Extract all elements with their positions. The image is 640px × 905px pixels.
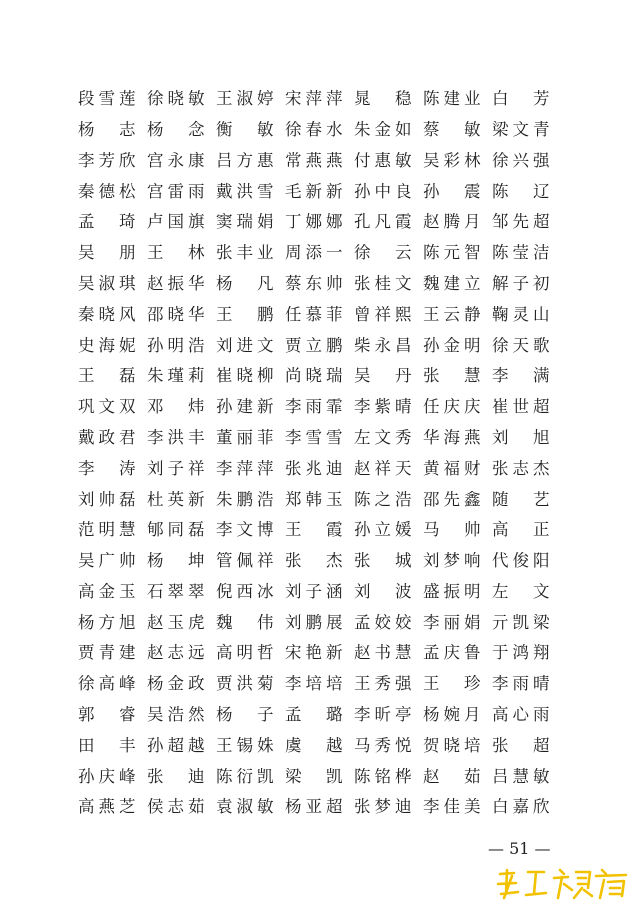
name-entry: 孙庆峰	[78, 766, 136, 786]
name-entry: 戴洪雪	[216, 181, 274, 201]
name-entry: 王云静	[423, 304, 481, 324]
name-entry: 任庆庆	[423, 397, 481, 417]
name-entry: 孟 琦	[78, 212, 136, 232]
name-entry: 蔡 敏	[423, 119, 481, 139]
name-entry: 赵振华	[147, 273, 205, 293]
name-entry: 解子初	[492, 273, 550, 293]
name-entry: 吴 朋	[78, 243, 136, 263]
name-entry: 贾青建	[78, 643, 136, 663]
name-entry: 常燕燕	[285, 150, 343, 170]
name-entry: 孙立媛	[354, 520, 412, 540]
name-entry: 李雨霏	[285, 397, 343, 417]
name-entry: 董丽菲	[216, 427, 274, 447]
name-entry: 赵书慧	[354, 643, 412, 663]
name-entry: 王淑婷	[216, 89, 274, 109]
name-entry: 曾祥熙	[354, 304, 412, 324]
name-row	[78, 669, 558, 700]
name-row	[78, 546, 558, 577]
name-entry: 邹先超	[492, 212, 550, 232]
name-entry: 张志杰	[492, 458, 550, 478]
name-row	[78, 515, 558, 546]
name-entry: 赵 茹	[423, 766, 481, 786]
name-row	[78, 269, 558, 300]
name-entry: 陈衍凯	[216, 766, 274, 786]
name-entry: 高燕芝	[78, 797, 136, 817]
name-entry: 邵先鑫	[423, 489, 481, 509]
name-entry: 张梦迪	[354, 797, 412, 817]
name-entry: 巩文双	[78, 397, 136, 417]
watermark-calligraphy	[492, 864, 634, 902]
name-entry: 张桂文	[354, 273, 412, 293]
name-entry: 王锡姝	[216, 735, 274, 755]
name-entry: 华海燕	[423, 427, 481, 447]
name-entry: 赵祥天	[354, 458, 412, 478]
name-entry: 吴 丹	[354, 366, 412, 386]
name-entry: 晁 稳	[354, 89, 412, 109]
name-entry: 徐晓敏	[147, 89, 205, 109]
name-entry: 马秀悦	[354, 735, 412, 755]
name-entry: 贾立鹏	[285, 335, 343, 355]
name-entry: 徐天歌	[492, 335, 550, 355]
name-entry: 杨方旭	[78, 612, 136, 632]
name-entry: 李 涛	[78, 458, 136, 478]
name-entry: 戴政君	[78, 427, 136, 447]
name-entry: 郇同磊	[147, 520, 205, 540]
name-entry: 陈之浩	[354, 489, 412, 509]
name-entry: 李紫晴	[354, 397, 412, 417]
name-entry: 代俊阳	[492, 551, 550, 571]
name-row	[78, 484, 558, 515]
name-row	[78, 762, 558, 793]
name-entry: 刘 旭	[492, 427, 550, 447]
name-entry: 宋萍萍	[285, 89, 343, 109]
name-entry: 刘帅磊	[78, 489, 136, 509]
name-entry: 杨亚超	[285, 797, 343, 817]
name-entry: 张 慧	[423, 366, 481, 386]
name-entry: 丁娜娜	[285, 212, 343, 232]
name-entry: 秦德松	[78, 181, 136, 201]
name-entry: 杜英新	[147, 489, 205, 509]
name-entry: 高金玉	[78, 581, 136, 601]
name-entry: 刘进文	[216, 335, 274, 355]
watermark-logo	[492, 864, 634, 902]
name-entry: 郑韩玉	[285, 489, 343, 509]
name-entry: 刘鹏展	[285, 612, 343, 632]
name-entry: 杨 子	[216, 705, 274, 725]
name-entry: 袁淑敏	[216, 797, 274, 817]
name-entry: 朱鹏浩	[216, 489, 274, 509]
name-entry: 王 鹏	[216, 304, 274, 324]
name-entry: 刘子涵	[285, 581, 343, 601]
name-entry: 郭 睿	[78, 705, 136, 725]
name-entry: 柴永昌	[354, 335, 412, 355]
name-entry: 陈铭桦	[354, 766, 412, 786]
name-list	[78, 84, 558, 823]
page-number: — 51 —	[488, 839, 551, 858]
name-row	[78, 454, 558, 485]
name-entry: 蔡东帅	[285, 273, 343, 293]
name-entry: 孟 璐	[285, 705, 343, 725]
name-entry: 徐 云	[354, 243, 412, 263]
name-row	[78, 392, 558, 423]
name-entry: 倪西冰	[216, 581, 274, 601]
name-entry: 鞠灵山	[492, 304, 550, 324]
name-entry: 李雨晴	[492, 674, 550, 694]
name-entry: 杨 凡	[216, 273, 274, 293]
name-entry: 张 城	[354, 551, 412, 571]
name-entry: 周添一	[285, 243, 343, 263]
name-entry: 贾洪菊	[216, 674, 274, 694]
name-entry: 黄福财	[423, 458, 481, 478]
name-entry: 付惠敏	[354, 150, 412, 170]
name-entry: 朱金如	[354, 119, 412, 139]
name-row	[78, 792, 558, 823]
name-entry: 王 磊	[78, 366, 136, 386]
name-entry: 高明哲	[216, 643, 274, 663]
name-entry: 衡 敏	[216, 119, 274, 139]
name-entry: 崔晓柳	[216, 366, 274, 386]
name-entry: 孙中良	[354, 181, 412, 201]
name-entry: 刘梦响	[423, 551, 481, 571]
name-entry: 刘 波	[354, 581, 412, 601]
name-entry: 孙明浩	[147, 335, 205, 355]
name-entry: 陈莹洁	[492, 243, 550, 263]
name-entry: 邓 炜	[147, 397, 205, 417]
name-entry: 左文秀	[354, 427, 412, 447]
name-entry: 李培培	[285, 674, 343, 694]
name-entry: 杨 念	[147, 119, 205, 139]
name-entry: 吕慧敏	[492, 766, 550, 786]
name-entry: 徐兴强	[492, 150, 550, 170]
name-entry: 赵志远	[147, 643, 205, 663]
name-entry: 陈建业	[423, 89, 481, 109]
name-entry: 刘子祥	[147, 458, 205, 478]
name-entry: 魏 伟	[216, 612, 274, 632]
name-entry: 陈元智	[423, 243, 481, 263]
name-entry: 赵玉虎	[147, 612, 205, 632]
name-entry: 管佩祥	[216, 551, 274, 571]
name-entry: 陈 辽	[492, 181, 550, 201]
name-entry: 虞 越	[285, 735, 343, 755]
name-entry: 窦瑞娟	[216, 212, 274, 232]
name-entry: 李雪雪	[285, 427, 343, 447]
name-entry: 于鸿翔	[492, 643, 550, 663]
name-row	[78, 361, 558, 392]
name-row	[78, 146, 558, 177]
name-entry: 李昕亭	[354, 705, 412, 725]
name-entry: 史海妮	[78, 335, 136, 355]
name-row	[78, 423, 558, 454]
name-entry: 田 丰	[78, 735, 136, 755]
name-entry: 李芳欣	[78, 150, 136, 170]
name-row	[78, 700, 558, 731]
name-row	[78, 731, 558, 762]
name-entry: 秦晓风	[78, 304, 136, 324]
name-row	[78, 176, 558, 207]
name-entry: 盛振明	[423, 581, 481, 601]
name-entry: 李萍萍	[216, 458, 274, 478]
name-row	[78, 115, 558, 146]
name-entry: 李文博	[216, 520, 274, 540]
name-entry: 梁文青	[492, 119, 550, 139]
name-entry: 吴彩林	[423, 150, 481, 170]
name-entry: 宫雷雨	[147, 181, 205, 201]
name-entry: 左 文	[492, 581, 550, 601]
name-entry: 张兆迪	[285, 458, 343, 478]
name-entry: 王 林	[147, 243, 205, 263]
name-row	[78, 330, 558, 361]
name-entry: 毛新新	[285, 181, 343, 201]
name-entry: 任慕菲	[285, 304, 343, 324]
name-row	[78, 608, 558, 639]
name-entry: 孙金明	[423, 335, 481, 355]
name-entry: 赵腾月	[423, 212, 481, 232]
name-entry: 卢国旗	[147, 212, 205, 232]
name-entry: 张 杰	[285, 551, 343, 571]
name-entry: 梁 凯	[285, 766, 343, 786]
name-entry: 吴广帅	[78, 551, 136, 571]
name-entry: 杨 志	[78, 119, 136, 139]
name-entry: 高 正	[492, 520, 550, 540]
name-entry: 石翠翠	[147, 581, 205, 601]
name-entry: 张丰业	[216, 243, 274, 263]
name-entry: 孟姣姣	[354, 612, 412, 632]
name-entry: 吴淑琪	[78, 273, 136, 293]
name-entry: 张 迪	[147, 766, 205, 786]
name-entry: 宫永康	[147, 150, 205, 170]
name-row	[78, 638, 558, 669]
name-entry: 马 帅	[423, 520, 481, 540]
name-row	[78, 84, 558, 115]
name-entry: 吴浩然	[147, 705, 205, 725]
name-entry: 孟庆鲁	[423, 643, 481, 663]
name-entry: 孙建新	[216, 397, 274, 417]
name-row	[78, 577, 558, 608]
name-row	[78, 300, 558, 331]
name-entry: 吕方惠	[216, 150, 274, 170]
name-entry: 孔凡霞	[354, 212, 412, 232]
name-entry: 杨 坤	[147, 551, 205, 571]
name-entry: 王秀强	[354, 674, 412, 694]
name-entry: 徐高峰	[78, 674, 136, 694]
name-entry: 魏建立	[423, 273, 481, 293]
name-entry: 王 珍	[423, 674, 481, 694]
name-entry: 高心雨	[492, 705, 550, 725]
name-entry: 亓凯梁	[492, 612, 550, 632]
name-entry: 范明慧	[78, 520, 136, 540]
name-entry: 杨婉月	[423, 705, 481, 725]
name-entry: 张 超	[492, 735, 550, 755]
name-entry: 白 芳	[492, 89, 550, 109]
name-row	[78, 238, 558, 269]
name-entry: 李洪丰	[147, 427, 205, 447]
name-entry: 崔世超	[492, 397, 550, 417]
name-entry: 段雪莲	[78, 89, 136, 109]
name-entry: 李佳美	[423, 797, 481, 817]
name-entry: 徐春水	[285, 119, 343, 139]
name-entry: 邵晓华	[147, 304, 205, 324]
name-entry: 孙超越	[147, 735, 205, 755]
name-entry: 孙 震	[423, 181, 481, 201]
name-entry: 李丽娟	[423, 612, 481, 632]
name-entry: 王 霞	[285, 520, 343, 540]
name-entry: 宋艳新	[285, 643, 343, 663]
name-entry: 尚晓瑞	[285, 366, 343, 386]
name-entry: 随 艺	[492, 489, 550, 509]
name-entry: 朱瑾莉	[147, 366, 205, 386]
name-entry: 白嘉欣	[492, 797, 550, 817]
name-row	[78, 207, 558, 238]
name-entry: 李 满	[492, 366, 550, 386]
name-entry: 杨金政	[147, 674, 205, 694]
name-entry: 贺晓培	[423, 735, 481, 755]
name-entry: 侯志茹	[147, 797, 205, 817]
